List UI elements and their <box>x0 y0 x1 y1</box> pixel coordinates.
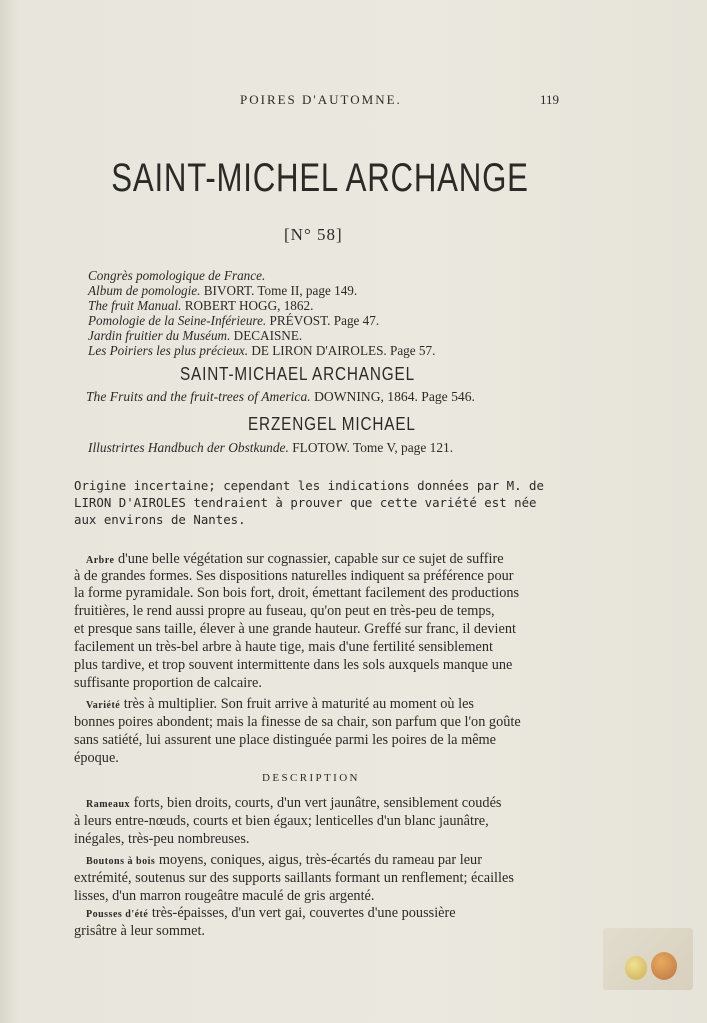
rameaux-line: Rameaux forts, bien droits, courts, d'un vert jaunâtre, sensiblement coudés <box>86 795 502 811</box>
boutons-line: lisses, d'un marron rougeâtre maculé de gris argenté. <box>74 888 375 904</box>
variete-line: Variété très à multiplier. Son fruit arrive à maturité au moment où les <box>86 696 474 712</box>
description-heading: DESCRIPTION <box>262 772 360 784</box>
arbre-line: Arbre d'une belle végétation sur cognassier, capable sur ce sujet de suffire <box>86 551 504 567</box>
reference-line: Jardin fruitier du Muséum. DECAISNE. <box>88 328 303 343</box>
reference-line: Pomologie de la Seine-Inférieure. PRÉVOST. Page 47. <box>88 313 380 328</box>
rameaux-line: à leurs entre-nœuds, courts et bien égaux; lenticelles d'un blanc jaunâtre, <box>74 813 489 829</box>
reference-line: Congrès pomologique de France. <box>88 268 266 283</box>
pear-icon <box>625 956 647 980</box>
boutons-line: Boutons à bois moyens, coniques, aigus, très-écartés du rameau par leur <box>86 852 482 868</box>
pear-icon <box>651 952 677 980</box>
rameaux-line: inégales, très-peu nombreuses. <box>74 831 250 847</box>
rameaux-label: Rameaux <box>86 799 131 810</box>
arbre-line: facilement un très-bel arbre à haute tige, mais d'une fertilité sensiblement <box>74 639 494 655</box>
arbre-line: et presque sans taille, élever à une grande hauteur. Greffé sur franc, il devient <box>74 621 516 637</box>
reference-line: The fruit Manual. ROBERT HOGG, 1862. <box>88 298 314 313</box>
pousses-line: grisâtre à leur sommet. <box>74 923 206 939</box>
boutons-label: Boutons à bois <box>86 856 156 867</box>
arbre-line: suffisante proportion de calcaire. <box>74 675 262 691</box>
page-number: 119 <box>540 92 560 107</box>
page-title: SAINT-MICHEL ARCHANGE <box>111 156 529 200</box>
pousses-label: Pousses d'été <box>86 909 149 920</box>
arbre-label: Arbre <box>86 555 115 566</box>
reference-line: The Fruits and the fruit-trees of America. DOWNING, 1864. Page 546. <box>86 389 475 404</box>
variete-label: Variété <box>86 700 121 711</box>
reference-line: Illustrirtes Handbuch der Obstkunde. FLOTOW. Tome V, page 121. <box>88 440 454 455</box>
fruit-thumbnail <box>603 928 693 990</box>
arbre-line: à de grandes formes. Ses dispositions naturelles indiquent sa préférence pour <box>74 568 514 584</box>
boutons-line: extrémité, soutenus sur des supports saillants formant un renflement; écailles <box>74 870 514 886</box>
german-synonym: ERZENGEL MICHAEL <box>248 414 416 434</box>
origin-line: Origine incertaine; cependant les indications données par M. de <box>74 478 544 493</box>
arbre-line: fruitières, le rend aussi propre au fuseau, qu'on peut en très-peu de temps, <box>74 603 495 619</box>
english-synonym: SAINT-MICHAEL ARCHANGEL <box>180 364 415 384</box>
arbre-line: la forme pyramidale. Son bois fort, droit, émettant facilement des productions <box>74 585 520 601</box>
variete-line: bonnes poires abondent; mais la finesse de sa chair, son parfum que l'on goûte <box>74 714 521 730</box>
reference-line: Les Poiriers les plus précieux. DE LIRON D'AIROLES. Page 57. <box>88 343 436 358</box>
reference-line: Album de pomologie. BIVORT. Tome II, page 149. <box>88 283 358 298</box>
variete-line: époque. <box>74 750 119 766</box>
origin-line: LIRON D'AIROLES tendraient à prouver que cette variété est née <box>74 495 537 510</box>
variety-number: [N° 58] <box>284 225 343 244</box>
arbre-line: plus tardive, et trop souvent intermittente dans les sols auxquels manque une <box>74 657 513 673</box>
variete-line: sans satiété, lui assurent une place distinguée parmi les poires de la même <box>74 732 497 748</box>
running-head: POIRES D'AUTOMNE. <box>240 92 402 107</box>
pousses-line: Pousses d'été très-épaisses, d'un vert gai, couvertes d'une poussière <box>86 905 456 921</box>
origin-line: aux environs de Nantes. <box>74 512 246 527</box>
